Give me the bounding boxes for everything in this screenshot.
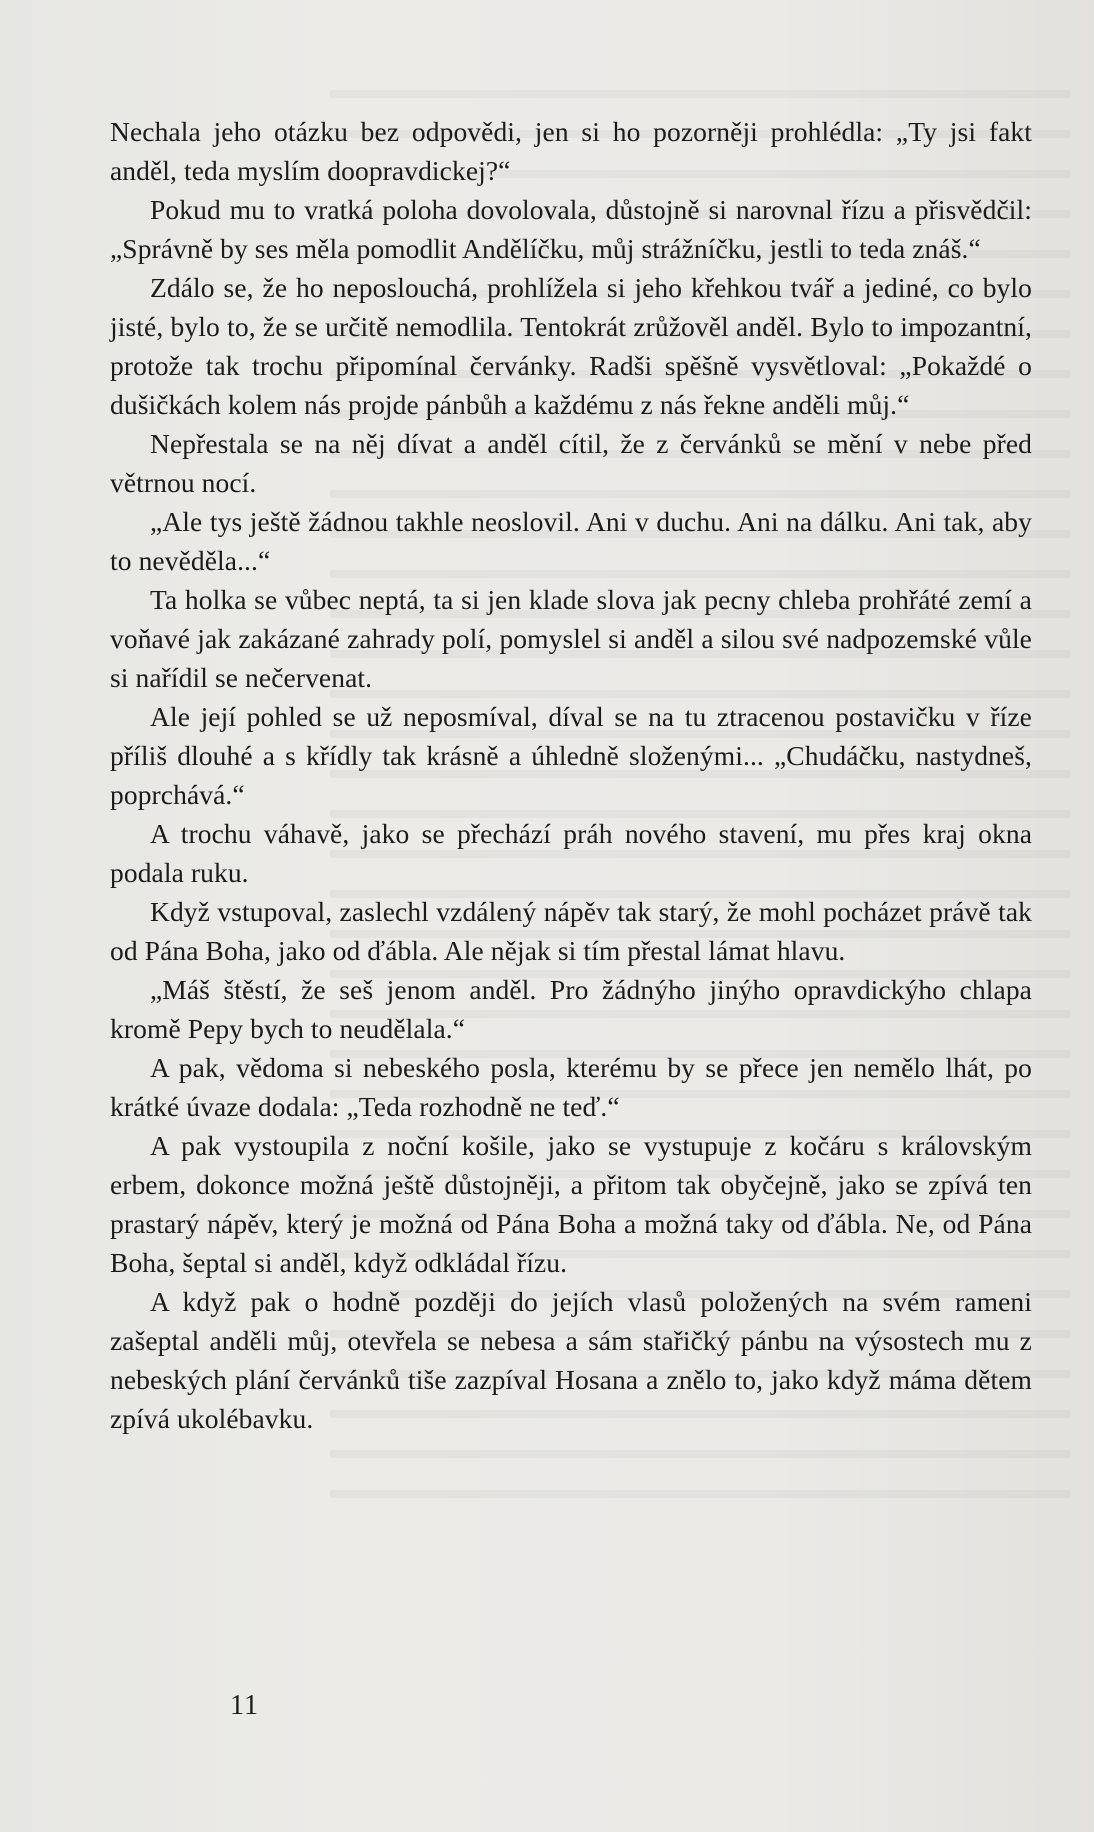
paragraph: Nepřestala se na něj dívat a anděl cítil, že z červánků se mění v nebe před větrnou nocí. (110, 428, 1032, 498)
page-number: 11 (230, 1690, 259, 1721)
paragraph: „Máš štěstí, že seš jenom anděl. Pro žádnýho jinýho opravdickýho chlapa kromě Pepy bych to neudělala.“ (110, 974, 1032, 1044)
paragraph: Nechala jeho otázku bez odpovědi, jen si ho pozorněji prohlédla: „Ty jsi fakt anděl, teda myslím doopravdickej?“ (110, 116, 1032, 186)
paragraph: A trochu váhavě, jako se přechází práh nového stavení, mu přes kraj okna podala ruku. (110, 818, 1032, 888)
paragraph: „Ale tys ještě žádnou takhle neoslovil. Ani v duchu. Ani na dálku. Ani tak, aby to nevěděla...“ (110, 506, 1032, 576)
paragraph: A pak vystoupila z noční košile, jako se vystupuje z kočáru s královským erbem, dokonce možná ještě důstojněji, a přitom tak obyčejně, jako se zpívá ten prastarý nápěv, který je možná od Pána Boha a možná taky od ďábla. Ne, od Pána Boha, šeptal si anděl, když odkládal řízu. (110, 1130, 1032, 1278)
paragraph: Pokud mu to vratká poloha dovolovala, důstojně si narovnal řízu a přisvědčil: „Správně by ses měla pomodlit Andělíčku, můj strážníčku, jestli to teda znáš.“ (110, 194, 1032, 264)
paragraph: Zdálo se, že ho neposlouchá, prohlížela si jeho křehkou tvář a jediné, co bylo jisté, bylo to, že se určitě nemodlila. Tentokrát zrůžověl anděl. Bylo to impozantní, protože tak trochu připomínal červánky. Radši spěšně vysvětloval: „Pokaždé o dušičkách kolem nás projde pánbůh a každému z nás řekne anděli můj.“ (110, 272, 1032, 420)
paragraph: A když pak o hodně později do jejích vlasů položených na svém rameni zašeptal anděli můj, otevřela se nebesa a sám stařičký pánbu na výsostech mu z nebeských plání červánků tiše zazpíval Hosana a znělo to, jako když máma dětem zpívá ukolébavku. (110, 1286, 1032, 1434)
paragraph: A pak, vědoma si nebeského posla, kterému by se přece jen nemělo lhát, po krátké úvaze dodala: „Teda rozhodně ne teď.“ (110, 1052, 1032, 1122)
paragraph: Ale její pohled se už neposmíval, díval se na tu ztracenou postavičku v říze příliš dlouhé a s křídly tak krásně a úhledně složenými... „Chudáčku, nastydneš, poprchává.“ (110, 701, 1032, 810)
paragraph: Když vstupoval, zaslechl vzdálený nápěv tak starý, že mohl pocházet právě tak od Pána Boha, jako od ďábla. Ale nějak si tím přestal lámat hlavu. (110, 896, 1032, 966)
paragraph: Ta holka se vůbec neptá, ta si jen klade slova jak pecny chleba prohřáté zemí a voňavé jak zakázané zahrady polí, pomyslel si anděl a silou své nadpozemské vůle si nařídil se nečervenat. (110, 584, 1032, 693)
body-text (110, 112, 1032, 1438)
